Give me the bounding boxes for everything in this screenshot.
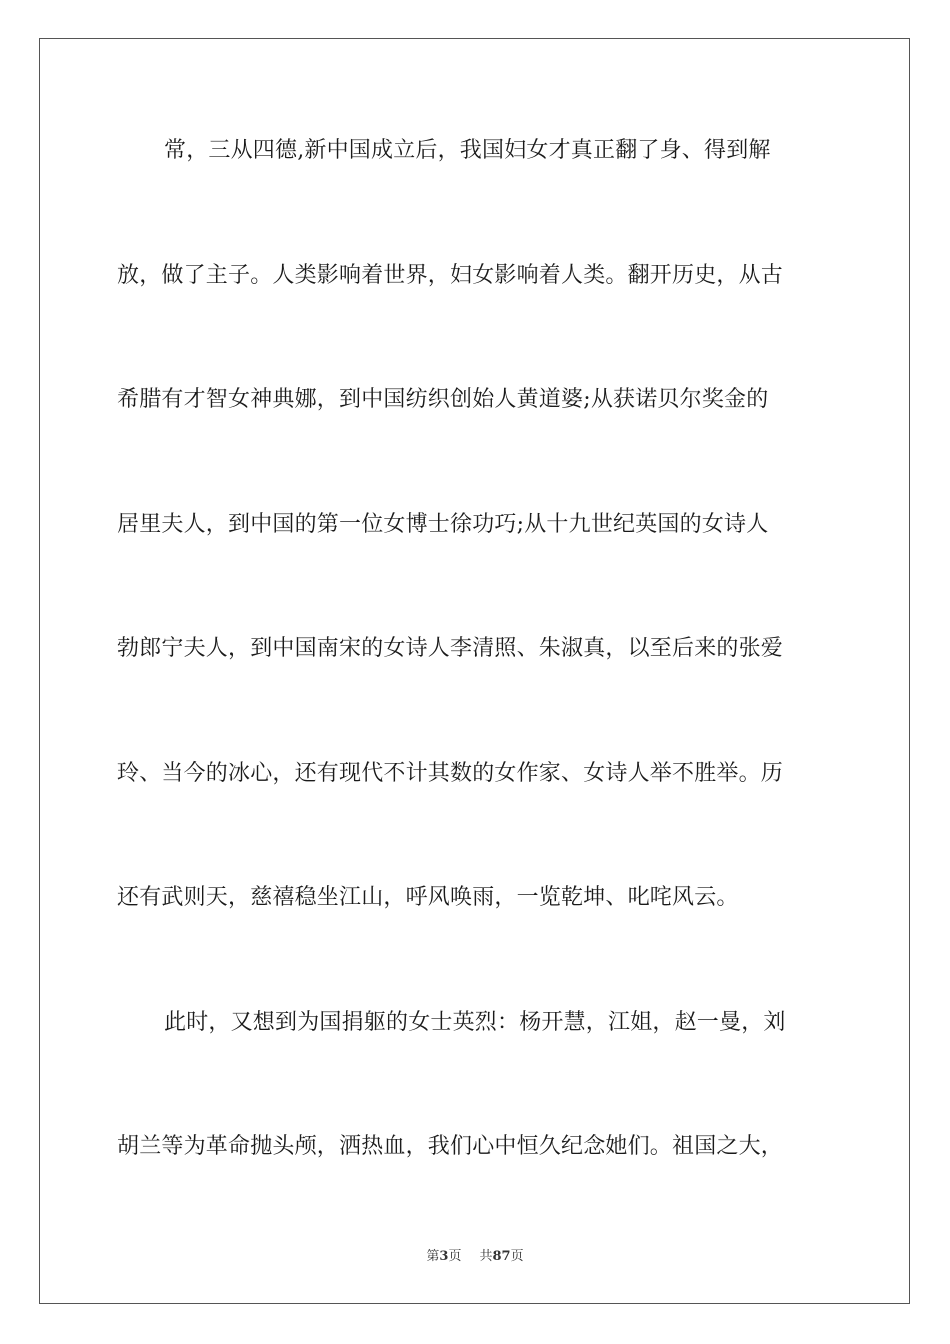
- page-suffix: 页: [448, 1249, 462, 1264]
- text-line-1: 常，三从四德,新中国成立后，我国妇女才真正翻了身、得到解: [164, 138, 771, 163]
- total-suffix: 页: [510, 1249, 524, 1264]
- text-line-4: 居里夫人，到中国的第一位女博士徐功巧;从十九世纪英国的女诗人: [117, 512, 769, 537]
- text-line-7: 还有武则天，慈禧稳坐江山，呼风唤雨，一览乾坤、叱咤风云。: [117, 885, 739, 910]
- text-line-3: 希腊有才智女神典娜，到中国纺织创始人黄道婆;从获诺贝尔奖金的: [117, 387, 769, 412]
- text-line-5: 勃郎宁夫人，到中国南宋的女诗人李清照、朱淑真，以至后来的张爱: [117, 636, 784, 661]
- text-line-8: 此时，又想到为国捐躯的女士英烈：杨开慧，江姐，赵一曼，刘: [164, 1010, 786, 1035]
- page-number: 3: [439, 1249, 449, 1264]
- text-line-2: 放，做了主子。人类影响着世界，妇女影响着人类。翻开历史，从古: [117, 263, 784, 288]
- text-line-6: 玲、当今的冰心，还有现代不计其数的女作家、女诗人举不胜举。历: [117, 761, 784, 786]
- page-footer: [0, 1248, 950, 1266]
- page-frame: [39, 38, 910, 1304]
- text-line-9: 胡兰等为革命抛头颅，洒热血，我们心中恒久纪念她们。祖国之大，: [117, 1134, 784, 1159]
- total-pages: 87: [492, 1249, 511, 1264]
- total-prefix: 共: [479, 1249, 493, 1264]
- page-prefix: 第: [426, 1249, 440, 1264]
